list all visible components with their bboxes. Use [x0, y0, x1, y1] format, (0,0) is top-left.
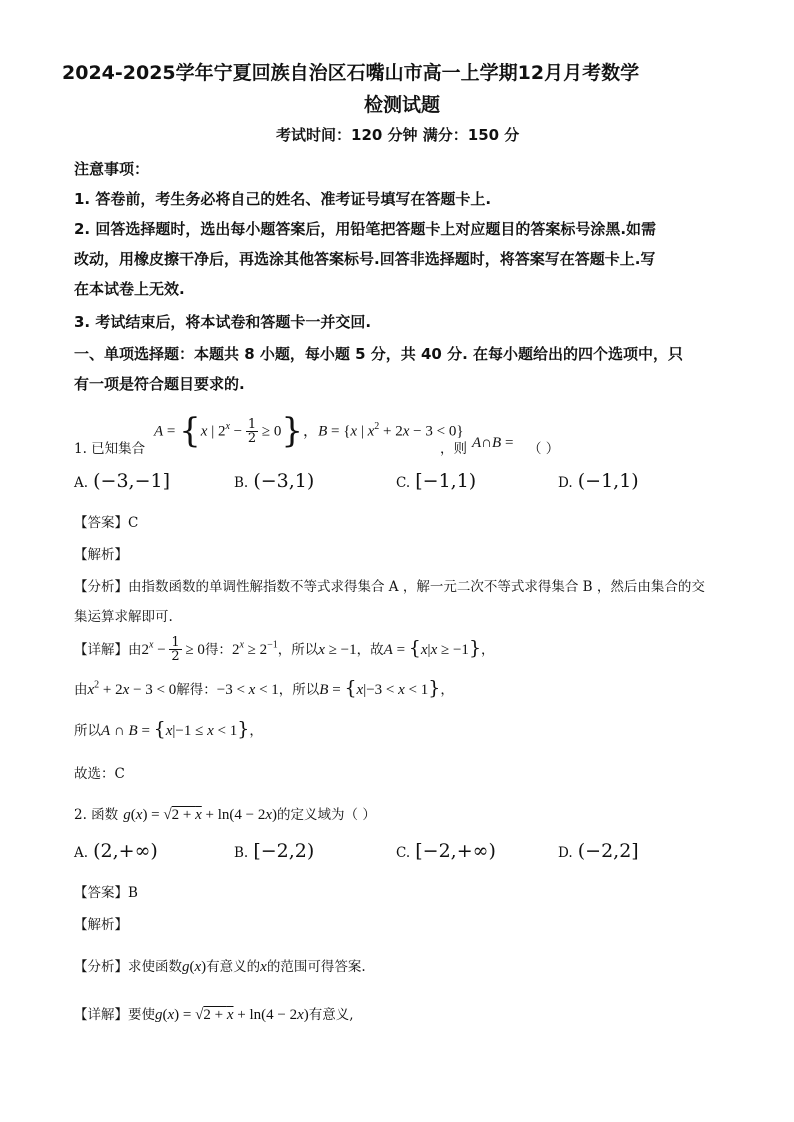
section-heading-line1: 一、单项选择题：本题共 8 小题，每小题 5 分，共 40 分. 在每小题给出的四个选项中，只: [74, 345, 684, 363]
notice-item-2-line3: 在本试卷上无效.: [74, 280, 185, 298]
q1-fenxi-line1: 【分析】由指数函数的单调性解指数不等式求得集合 A ，解一元二次不等式求得集合 B ，然后由集合的交: [74, 579, 705, 595]
q1-detail-line3: 所以A ∩ B = {x|−1 ≤ x < 1}，: [74, 718, 263, 740]
q2-option-c: C. [−2,+∞): [396, 840, 496, 862]
notice-item-3: 3. 考试结束后，将本试卷和答题卡一并交回.: [74, 313, 372, 331]
exam-info: 考试时间：120 分钟 满分：150 分: [276, 126, 520, 144]
doc-title-line1: 2024-2025学年宁夏回族自治区石嘴山市高一上学期12月月考数学: [62, 62, 640, 84]
q1-stem-suffix: ，则: [440, 441, 467, 457]
q1-blank: （ ）: [528, 441, 560, 457]
q1-detail-line2: 由$x^2 + 2x - 3 < 0$解得：−3 < x < 1，所以B = {x|−3 < x < 1}，: [74, 677, 454, 699]
q1-analysis-heading: 【解析】: [74, 547, 128, 563]
q2-detail: 【详解】要使g(x) = √2 + x + ln(4 − 2x)有意义,: [74, 1007, 354, 1023]
q1-option-b: B. (−3,1): [234, 470, 315, 492]
notice-item-2-line1: 2. 回答选择题时，选出每小题答案后，用铅笔把答题卡上对应题目的答案标号涂黑.如需: [74, 220, 657, 238]
q2-fenxi: 【分析】求使函数g(x)有意义的x的范围可得答案.: [74, 959, 366, 975]
q1-intersection-formula: A∩B =: [472, 435, 514, 451]
doc-title-line2: 检测试题: [364, 94, 441, 116]
q2-stem: 2. 函数 g(x) = √2 + x + ln(4 − 2x)的定义域为（ ）: [74, 807, 376, 823]
q1-detail-line1: 【详解】由$2^x$ − $\frac{1}{2}$ ≥ 0得：$2^x \ge 2^{-1}$，所以x ≥ −1，故A = {x|x ≥ −1}，: [74, 635, 495, 664]
notice-item-2-line2: 改动，用橡皮擦干净后，再选涂其他答案标号.回答非选择题时，将答案写在答题卡上.写: [74, 250, 656, 268]
q1-option-c: C. [−1,1): [396, 470, 477, 492]
q2-answer: 【答案】B: [74, 885, 138, 901]
q1-choice: 故选：C: [74, 766, 125, 782]
q1-set-a-formula: A = {x | $2^x$ − $\frac{1}{2}$ ≥ 0}，B = {x | $x^2 + 2x - 3 < 0$}: [154, 411, 464, 451]
q2-option-b: B. [−2,2): [234, 840, 315, 862]
notice-item-1: 1. 答卷前，考生务必将自己的姓名、准考证号填写在答题卡上.: [74, 190, 492, 208]
q1-stem-prefix: 1. 已知集合: [74, 441, 146, 457]
q1-answer: 【答案】C: [74, 515, 139, 531]
q1-fenxi-line2: 集运算求解即可.: [74, 609, 173, 625]
notice-heading: 注意事项：: [74, 160, 150, 178]
q1-option-d: D. (−1,1): [558, 470, 639, 492]
q2-option-d: D. (−2,2]: [558, 840, 639, 862]
section-heading-line2: 有一项是符合题目要求的.: [74, 375, 245, 393]
q1-option-a: A. (−3,−1]: [74, 470, 171, 492]
q2-analysis-heading: 【解析】: [74, 917, 128, 933]
q2-option-a: A. (2,+∞): [74, 840, 158, 862]
